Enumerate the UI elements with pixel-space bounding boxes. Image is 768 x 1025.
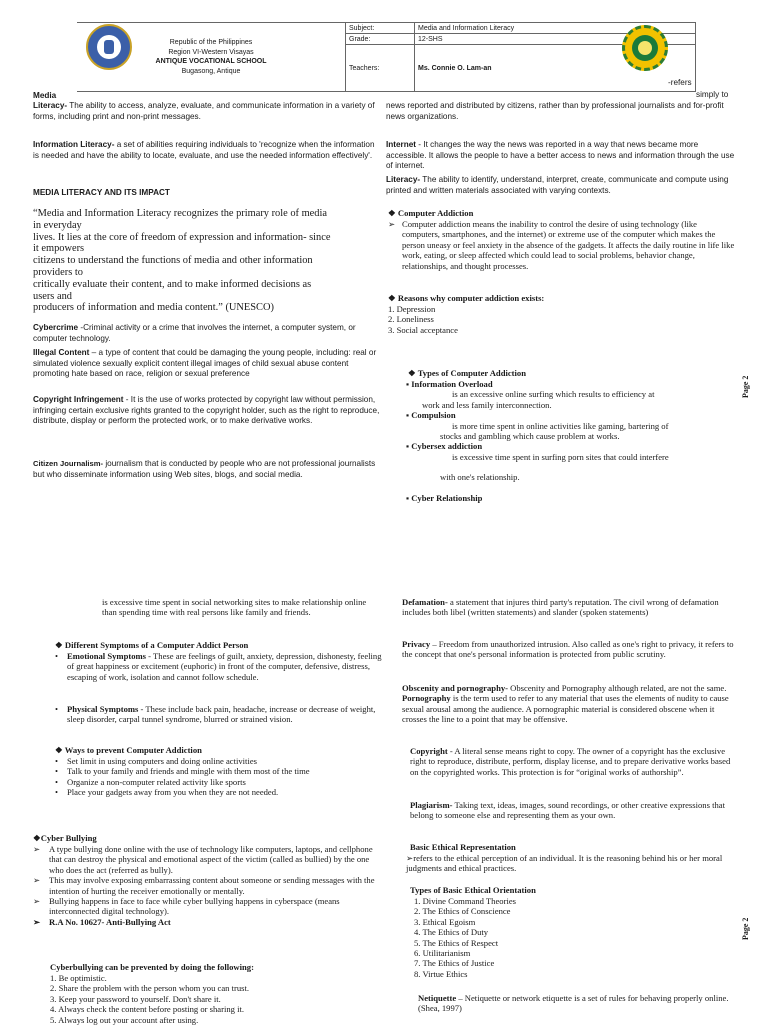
netiquette-term: Netiquette	[418, 993, 457, 1003]
list-item: 1. Be optimistic.	[50, 973, 107, 983]
literacy-term: Literacy-	[386, 175, 421, 184]
arrow-bullet-icon: ➢	[33, 916, 41, 927]
plagiarism-def	[410, 800, 734, 821]
quote-line: users and	[33, 290, 72, 302]
arrow-bullet-icon: ➢	[406, 853, 414, 863]
reasons-list	[388, 304, 458, 335]
types-heading	[408, 368, 526, 378]
citizen-journalism-def	[33, 459, 383, 480]
copyright-infringement-term: Copyright Infringement	[33, 395, 124, 404]
list-item: 2. Share the problem with the person whom you can trust.	[50, 983, 250, 994]
quote-line: providers to	[33, 266, 83, 278]
list-item	[55, 777, 375, 787]
page-number-label: Page 2	[741, 917, 750, 940]
list-item: 2. The Ethics of Conscience	[414, 906, 511, 917]
literacy-text: The ability to identify, understand, interpret, create, communicate and compute using printed and written materials associated with varying contexts.	[386, 175, 729, 195]
anti-bullying-act: R.A No. 10627- Anti-Bullying Act	[49, 916, 171, 927]
square-bullet-icon: ▪	[406, 441, 412, 452]
quote-line: it empowers	[33, 243, 85, 255]
list-item: 4. The Ethics of Duty	[414, 927, 489, 938]
type-cybersex	[406, 441, 736, 451]
list-item: 5. The Ethics of Respect	[414, 937, 499, 948]
computer-addiction-title: Computer Addiction	[397, 208, 474, 218]
teachers-value: Ms. Connie O. Lam-an	[415, 45, 696, 92]
prevent-list	[55, 756, 375, 798]
list-item: 3. Social acceptance	[388, 324, 458, 335]
list-item	[33, 844, 383, 875]
header-school: ANTIQUE VOCATIONAL SCHOOL	[155, 58, 267, 65]
citizen-journalism-text: journalism that is conducted by people who are not professional journalists but who disseminate information using Web sites, blogs, and social media.	[33, 459, 376, 479]
type-def: is excessive time spent in surfing porn sites that could interfere	[452, 451, 669, 462]
square-bullet-icon: ▪	[406, 410, 412, 421]
illegal-content-def	[33, 348, 379, 380]
netiquette-text: – Netiquette or network etiquette is a set of rules for behaving properly online. (Shea, 1997)	[418, 993, 729, 1014]
type-def: stocks and gambling which cause problem at works.	[440, 431, 620, 442]
defamation-def	[402, 597, 734, 618]
dot-bullet-icon: •	[55, 651, 59, 661]
ethical-orientation-heading: Types of Basic Ethical Orientation	[410, 885, 536, 895]
grade-value: 12-SHS	[415, 34, 696, 45]
diamond-bullet-icon: ❖	[55, 640, 65, 650]
dot-bullet-icon: •	[55, 766, 59, 777]
emotional-symptoms	[55, 651, 385, 682]
unesco-quote	[33, 208, 396, 314]
dot-bullet-icon: •	[55, 776, 59, 787]
type-name: Cybersex addiction	[411, 441, 483, 452]
types-list	[406, 379, 736, 503]
subject-value: Media and Information Literacy	[415, 23, 696, 34]
info-literacy-term: Information Literacy-	[33, 140, 115, 149]
types-title: Types of Computer Addiction	[417, 368, 527, 378]
privacy-def	[402, 639, 734, 660]
cybercrime-term: Cybercrime	[33, 323, 79, 332]
list-item-text: A type bullying done online with the use of technology like computers, laptops, and cellphone that can destroy the physical and emotional aspect of the victim (called as bullied) by the one who does the act (referred as bully).	[49, 844, 373, 875]
physical-term: Physical Symptoms	[67, 704, 139, 714]
ethical-representation-text: refers to the ethical perception of an individual. It is the reasoning behind his or her moral judgments and ethical practices.	[406, 853, 723, 874]
prevention-list	[50, 973, 370, 1025]
subject-label: Subject:	[346, 23, 415, 34]
type-def: is an excessive online surfing which results to efficiency at	[452, 389, 655, 400]
quote-line: lives. It lies at the core of freedom of expression and information- since	[33, 231, 331, 243]
internet-def	[386, 140, 736, 172]
copyright-def	[410, 746, 734, 777]
info-literacy-def	[33, 140, 379, 161]
list-item-text: Place your gadgets away from you when they are not needed.	[67, 787, 279, 798]
list-item: 5. Always log out your account after using.	[50, 1014, 199, 1025]
diamond-bullet-icon: ❖	[55, 745, 65, 755]
list-item: 3. Ethical Egoism	[414, 916, 476, 927]
list-item: 2. Loneliness	[388, 314, 434, 325]
list-item: 1. Depression	[388, 304, 436, 314]
netiquette-def	[418, 993, 734, 1014]
ethical-representation-def	[406, 853, 736, 874]
type-name: Compulsion	[411, 410, 456, 421]
list-item: 3. Keep your password to yourself. Don't share it.	[50, 993, 221, 1004]
list-item	[55, 787, 375, 797]
obscenity-text: Obscenity and Pornography although related, are not the same.	[508, 683, 727, 693]
refers-text: -refers	[668, 78, 692, 87]
list-item: 7. The Ethics of Justice	[414, 958, 495, 969]
header-region: Region VI-Western Visayas	[168, 48, 254, 56]
list-item-text: This may involve exposing embarrassing content about someone or sending messages with the intention of hurting the receiver emotionally or mentally.	[49, 875, 375, 896]
list-item	[55, 756, 375, 766]
header-table	[77, 22, 696, 92]
list-item-text: Set limit in using computers and doing online activities	[67, 756, 257, 766]
dot-bullet-icon: •	[55, 756, 59, 766]
emotional-term: Emotional Symptoms	[67, 651, 147, 661]
computer-addiction-heading	[388, 208, 473, 218]
type-def: is more time spent in online activities like gaming, bartering of	[452, 420, 669, 431]
list-item: 8. Virtue Ethics	[414, 968, 468, 979]
list-item	[33, 917, 383, 927]
quote-line: producers of information and media content.” (UNESCO)	[33, 302, 274, 314]
media-word: Media	[33, 91, 57, 100]
arrow-bullet-icon: ➢	[33, 844, 41, 854]
diamond-bullet-icon: ❖	[408, 368, 418, 378]
physical-text: - These include back pain, headache, increase or decrease of weight, sleep disorder, carpal tunnel syndrome, blurred or strained vision.	[67, 704, 376, 725]
cj-continued: news reported and distributed by citizens, rather than by professional journalists and for-profit news organizations.	[386, 101, 724, 121]
list-item-text: Bullying happens in face to face while cyber bullying happens in cyberspace (means interconnected digital technology).	[49, 896, 340, 917]
emotional-text: - These are feelings of guilt, anxiety, depression, dishonesty, feeling of great happiness or excitement (euphoric) in front of the computer, defensive, distress, escaping of work, isolation and cannot follow schedule.	[67, 651, 382, 682]
list-item-text: Talk to your family and friends and mingle with them most of the time	[67, 766, 310, 777]
privacy-term: Privacy	[402, 639, 431, 649]
type-compulsion	[406, 410, 736, 420]
media-literacy-text: The ability to access, analyze, evaluate, and communicate information in a variety of forms, including print and non-print messages.	[33, 101, 375, 121]
copyright-term: Copyright	[410, 746, 448, 756]
info-literacy-text: a set of abilities requiring individuals to 'recognize when the information is needed and have the ability to locate, evaluate, and use the needed information effectively'.	[33, 140, 375, 160]
arrow-bullet-icon: ➢	[33, 875, 41, 886]
list-item: 4. Always check the content before posting or sharing it.	[50, 1004, 245, 1015]
cyber-relationship-def: is excessive time spent in social networking sites to make relationship online than spending time with real persons like family and friends.	[102, 597, 367, 618]
plagiarism-text: Taking text, ideas, images, sound recordings, or other creative expressions that belong to someone else and representing them as your own.	[410, 800, 725, 821]
header-republic: Republic of the Philippines	[169, 39, 253, 46]
copyright-text: - A literal sense means right to copy. The owner of a copyright has the exclusive right to reproduce, distribute, perform, display license, and to prepare derivative works based on the copyrighted works. This protection is for “original works of authorship”.	[410, 746, 731, 777]
physical-symptoms	[55, 704, 385, 725]
list-item: 1. Divine Command Theories	[414, 896, 516, 906]
cyber-bullying-heading	[33, 833, 97, 843]
media-literacy-def	[33, 101, 379, 122]
ethical-representation-heading: Basic Ethical Representation	[410, 842, 516, 852]
defamation-term: Defamation-	[402, 597, 448, 607]
reasons-heading	[388, 293, 544, 303]
type-def: with one's relationship.	[440, 472, 520, 483]
list-item-text: Organize a non-computer related activity like sports	[67, 776, 246, 787]
impact-heading: MEDIA LITERACY AND ITS IMPACT	[33, 188, 170, 197]
type-info-overload	[406, 379, 736, 389]
quote-line: critically evaluate their content, and to make informed decisions as	[33, 278, 312, 290]
symptoms-heading	[55, 640, 248, 650]
internet-text: - It changes the way the news was reported in a way that news became more accessible. It allows the people to have a better access to news and information through the use of internet.	[386, 140, 735, 171]
obscenity-term: Obscenity and pornography-	[402, 683, 509, 693]
type-name: Cyber Relationship	[411, 492, 483, 503]
cyber-bullying-title: Cyber Bullying	[40, 833, 97, 843]
quote-line: in everyday	[33, 219, 82, 231]
copyright-infringement-def	[33, 395, 383, 427]
list-item: 6. Utilitarianism	[414, 948, 471, 959]
type-cyber-relationship	[406, 493, 736, 503]
reasons-title: Reasons why computer addiction exists:	[397, 293, 545, 303]
cyber-bullying-list	[33, 844, 383, 927]
media-literacy-term: Literacy-	[33, 101, 68, 110]
prevent-title: Ways to prevent Computer Addiction	[64, 745, 202, 755]
defamation-text: a statement that injures third party's reputation. The civil wrong of defamation includes both libel (written statements) and slander (spoken statements)	[402, 597, 719, 618]
symptoms-title: Different Symptoms of a Computer Addict Person	[64, 640, 249, 650]
obscenity-def	[402, 683, 734, 725]
type-name: Information Overload	[411, 379, 493, 389]
internet-term: Internet	[386, 140, 417, 149]
arrow-bullet-icon: ➢	[33, 896, 41, 907]
dot-bullet-icon: •	[55, 704, 59, 714]
list-item	[55, 766, 375, 776]
copyright-infringement-text: - It is the use of works protected by copyright law without permission, infringing certain exclusive rights granted to the copyright holder, such as the right to reproduce, distribute, display or perform the protected work, or to make derivative works.	[33, 395, 380, 426]
ethical-orientation-list	[414, 896, 516, 979]
pornography-term: Pornography	[402, 693, 451, 704]
diamond-bullet-icon: ❖	[33, 833, 41, 843]
page-number-label: Page 2	[741, 375, 750, 398]
type-def: work and less family interconnection.	[422, 399, 552, 410]
illegal-content-term: Illegal Content	[33, 348, 90, 357]
citizen-journalism-term: Citizen Journalism-	[33, 459, 104, 468]
cybercrime-def	[33, 323, 373, 344]
quote-line: citizens to understand the functions of media and other information	[33, 255, 313, 267]
plagiarism-term: Plagiarism-	[410, 800, 453, 810]
privacy-text: – Freedom from unauthorized intrusion. Also called as one's right to privacy, it refers to the concept that one's personal information is protected from public scrutiny.	[402, 639, 734, 660]
diamond-bullet-icon: ❖	[388, 208, 398, 218]
cybercrime-text: -Criminal activity or a crime that involves the internet, a computer system, or computer technology.	[33, 323, 356, 343]
list-item	[33, 875, 383, 896]
square-bullet-icon: ▪	[406, 379, 412, 389]
arrow-bullet-icon: ➢	[388, 219, 396, 229]
school-seal	[622, 25, 668, 71]
pornography-text: is the term used to refer to any material that uses the elements of nudity to cause sexual arousal among the audience. A pornographic material is considered obscene when it crosses the line to a point that may be offensive.	[402, 693, 729, 725]
quote-line: “Media and Information Literacy recognizes the primary role of media	[33, 208, 327, 219]
simply-to-text: simply to	[696, 90, 729, 99]
header-town: Bugasong, Antique	[181, 67, 241, 75]
list-item	[33, 896, 383, 917]
prevention-heading: Cyberbullying can be prevented by doing the following:	[50, 962, 254, 972]
computer-addiction-text: Computer addiction means the inability to control the desire of using technology (like computers, smartphones, and the internet) or extreme use of the computer which makes the person uneasy or feel anxiety in the absence of the gadgets. It affects the daily routine in life like work, eating, or sleep affected which could lead to social problems, behavior change, relationships, and thought processes.	[402, 219, 735, 271]
diamond-bullet-icon: ❖	[388, 293, 398, 303]
teachers-label: Teachers:	[346, 45, 415, 92]
grade-label: Grade:	[346, 34, 415, 45]
literacy-def	[386, 175, 736, 196]
square-bullet-icon: ▪	[406, 492, 412, 503]
illegal-content-text: – a type of content that could be damaging the young people, including: real or simulated violence sexually explicit content illegal images of child sexual abuse content promoting hate based on race, religion or sexual preference	[33, 348, 377, 379]
prevent-heading	[55, 745, 202, 755]
computer-addiction-def	[388, 219, 736, 271]
dot-bullet-icon: •	[55, 787, 59, 798]
